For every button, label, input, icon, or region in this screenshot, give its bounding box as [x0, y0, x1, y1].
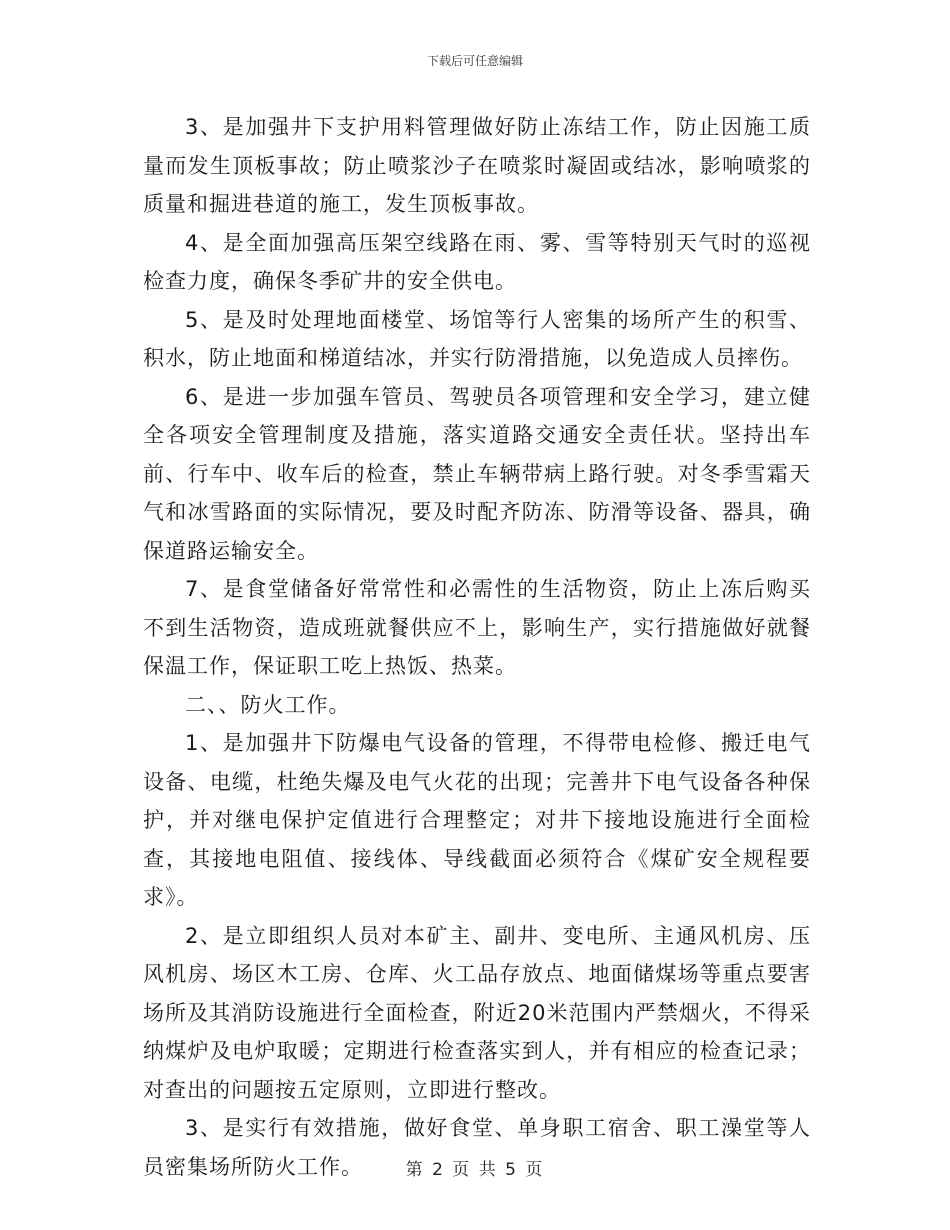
- paragraph-item-3: 3、是加强井下支护用料管理做好防止冻结工作，防止因施工质量而发生顶板事故；防止喷浆沙子在喷浆时凝固或结冰，影响喷浆的质量和掘进巷道的施工，发生顶板事故。: [143, 115, 811, 216]
- section-heading-fire-prevention: 二、、防火工作。: [185, 692, 351, 717]
- paragraph-item-5: 5、是及时处理地面楼堂、场馆等行人密集的场所产生的积雪、积水，防止地面和梯道结冰，并实行防滑措施，以免造成人员摔伤。: [143, 307, 811, 370]
- document-body: [143, 108, 811, 1186]
- page-header-note: 下载后可任意编辑: [426, 54, 523, 68]
- paragraph-fire-item-2: 2、是立即组织人员对本矿主、副井、变电所、主通风机房、压风机房、场区木工房、仓库、火工品存放点、地面储煤场等重点要害场所及其消防设施进行全面检查，附近20米范围内严禁烟火，不得采纳煤炉及电炉取暖；定期进行检查落实到人，并有相应的检查记录；对查出的问题按五定原则，立即进行整改。: [143, 923, 811, 1102]
- paragraph-item-4: 4、是全面加强高压架空线路在雨、雾、雪等特别天气时的巡视检查力度，确保冬季矿井的安全供电。: [143, 230, 811, 293]
- paragraph-fire-item-3: 3、是实行有效措施，做好食堂、单身职工宿舍、职工澡堂等人员密集场所防火工作。: [143, 1116, 811, 1179]
- paragraph-item-6: 6、是进一步加强车管员、驾驶员各项管理和安全学习，建立健全各项安全管理制度及措施，落实道路交通安全责任状。坚持出车前、行车中、收车后的检查，禁止车辆带病上路行驶。对冬季雪霜天气和冰雪路面的实际情况，要及时配齐防冻、防滑等设备、器具，确保道路运输安全。: [143, 384, 811, 563]
- paragraph-fire-item-1: 1、是加强井下防爆电气设备的管理，不得带电检修、搬迁电气设备、电缆，杜绝失爆及电气火花的出现；完善井下电气设备各种保护，并对继电保护定值进行合理整定；对井下接地设施进行全面检查，其接地电阻值、接线体、导线截面必须符合《煤矿安全规程要求》。: [143, 731, 811, 909]
- page-number-footer: 第 2 页 共 5 页: [405, 1160, 545, 1180]
- paragraph-item-7: 7、是食堂储备好常常性和必需性的生活物资，防止上冻后购买不到生活物资，造成班就餐供应不上，影响生产，实行措施做好就餐保温工作，保证职工吃上热饭、热菜。: [143, 577, 811, 678]
